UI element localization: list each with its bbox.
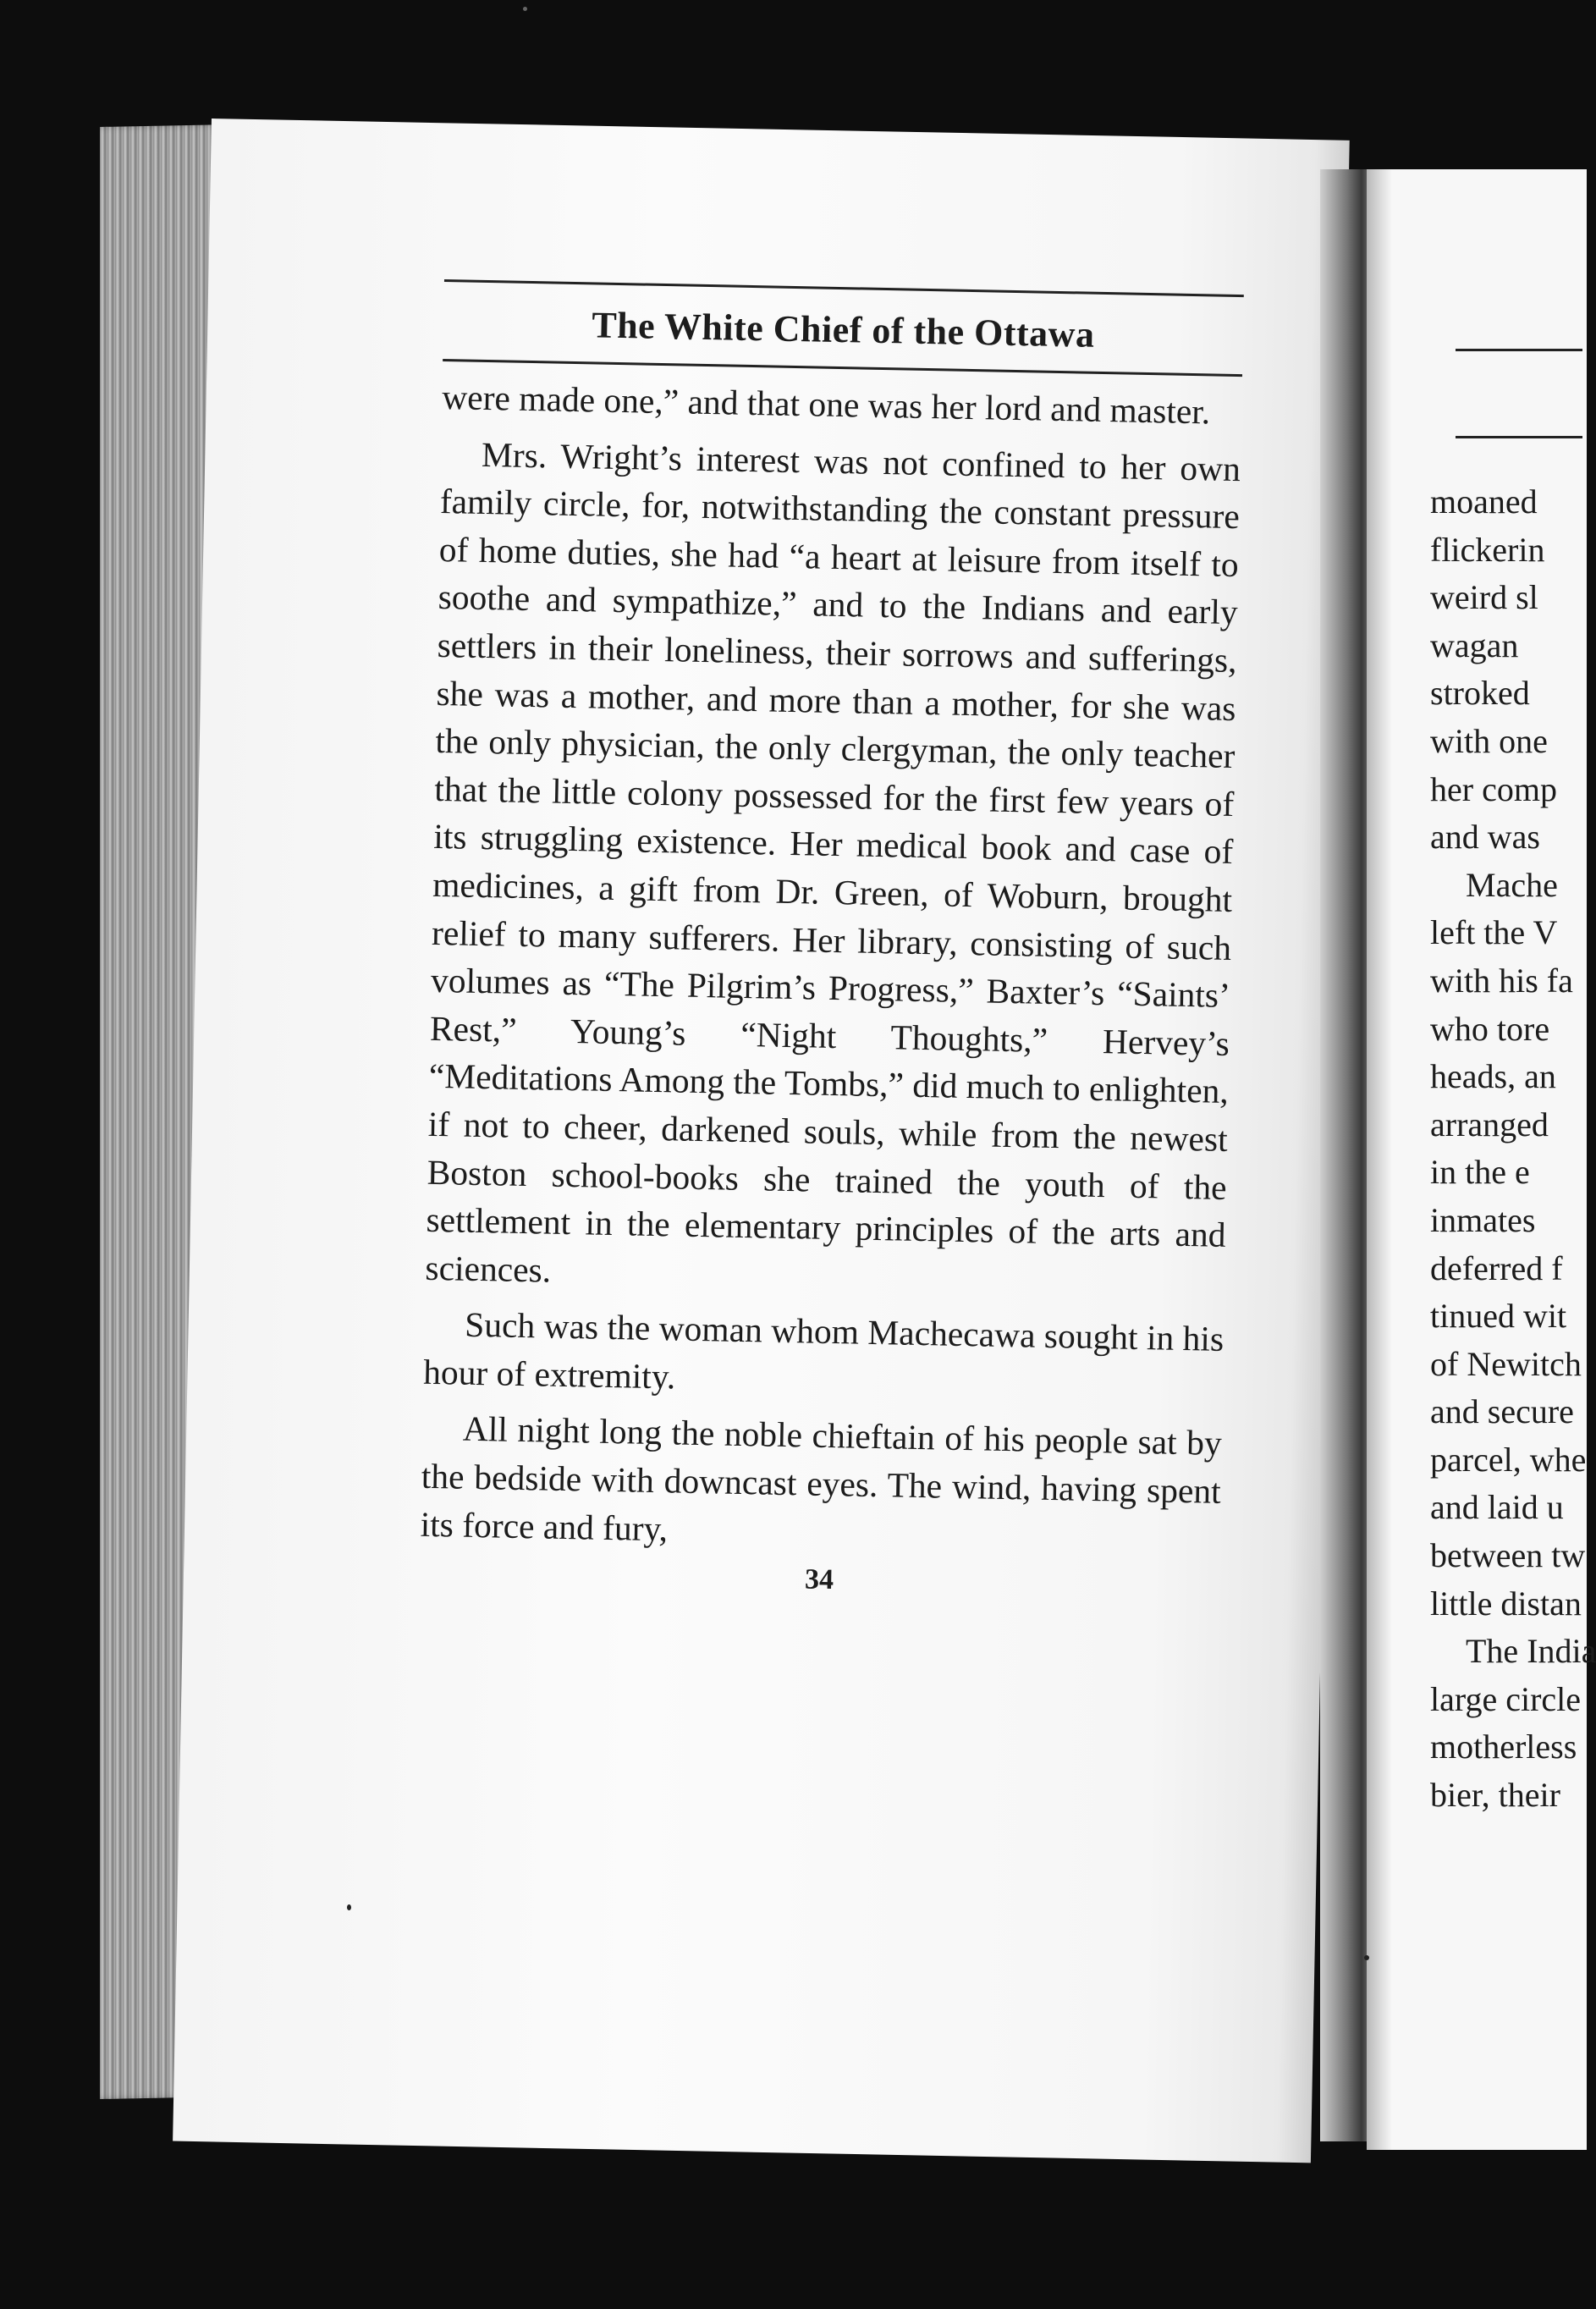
text-line: weird sl xyxy=(1430,578,1538,617)
text-line: little distan xyxy=(1430,1584,1582,1623)
text-line: heads, an xyxy=(1430,1057,1556,1096)
dust-speck xyxy=(347,1904,351,1910)
body-text xyxy=(420,373,1241,1563)
text-line: stroked xyxy=(1430,674,1530,713)
text-line: between tw xyxy=(1430,1536,1586,1575)
paragraph: Such was the woman whom Machecawa sought in his hour of extremity. xyxy=(422,1304,1225,1397)
text-line: arranged xyxy=(1430,1105,1549,1143)
text-line: her comp xyxy=(1430,769,1557,808)
left-page-content xyxy=(419,279,1244,1604)
text-line: and was xyxy=(1430,818,1540,857)
text-line: and laid u xyxy=(1430,1488,1564,1527)
text-line: moaned xyxy=(1430,482,1538,521)
paragraph: were made one,” and that one was her lord and master. xyxy=(441,377,1211,432)
right-page-text xyxy=(1430,478,1596,1820)
right-header-rule-bottom xyxy=(1456,436,1582,438)
text-line: with one xyxy=(1430,721,1548,760)
right-header-rule-top xyxy=(1456,349,1582,351)
text-line: The India xyxy=(1466,1632,1596,1671)
text-line: left the V xyxy=(1430,913,1558,952)
text-line: parcel, whe xyxy=(1430,1440,1587,1479)
text-line: of Newitch xyxy=(1430,1344,1582,1383)
text-line: in the e xyxy=(1430,1153,1530,1192)
text-line: large circle xyxy=(1430,1679,1582,1718)
text-line: wagan xyxy=(1430,625,1519,664)
text-line: deferred f xyxy=(1430,1248,1563,1287)
text-line: with his fa xyxy=(1430,961,1573,1000)
text-line: bier, their xyxy=(1430,1776,1560,1815)
text-line: inmates xyxy=(1430,1200,1536,1239)
dust-speck xyxy=(523,7,527,11)
paragraph: Mrs. Wright’s interest was not confined to her own family circle, for, notwithstanding the constant pressure of home duties, she had “a heart at leisure from itself to soothe and sympathize,” and to the Indians and early settlers in their loneliness, their sorrows and sufferings, she was a mother, and more than a mother, for she was the only physician, the only clergyman, the only teacher that the little colony possessed for the first few years of its struggling existence. Her medical book and case of medicines, a gift from Dr. Green, of Woburn, brought relief to many sufferers. Her library, consisting of such volumes as “The Pilgrim’s Progress,” Baxter’s “Saints’ Rest,” Young’s “Night Thoughts,” Hervey’s “Meditations Among the Tombs,” did much to enlighten, if not to cheer, darkened souls, while from the newest Boston school-books she trained the youth of the settlement in the elementary principles of the arts and sciences. xyxy=(425,434,1241,1290)
running-head: The White Chief of the Ottawa xyxy=(591,304,1095,355)
text-line: motherless xyxy=(1430,1728,1577,1766)
page-number: 34 xyxy=(804,1563,834,1596)
text-line: flickerin xyxy=(1430,530,1545,569)
text-line: who tore xyxy=(1430,1009,1550,1048)
dust-speck xyxy=(1364,1955,1369,1960)
text-line: and secure xyxy=(1430,1392,1574,1431)
paragraph: All night long the noble chieftain of his people sat by the bedside with downcast eyes. The wind, having spent its force and fury, xyxy=(420,1409,1223,1548)
text-line: tinued wit xyxy=(1430,1297,1567,1336)
text-line: Mache xyxy=(1466,865,1558,904)
